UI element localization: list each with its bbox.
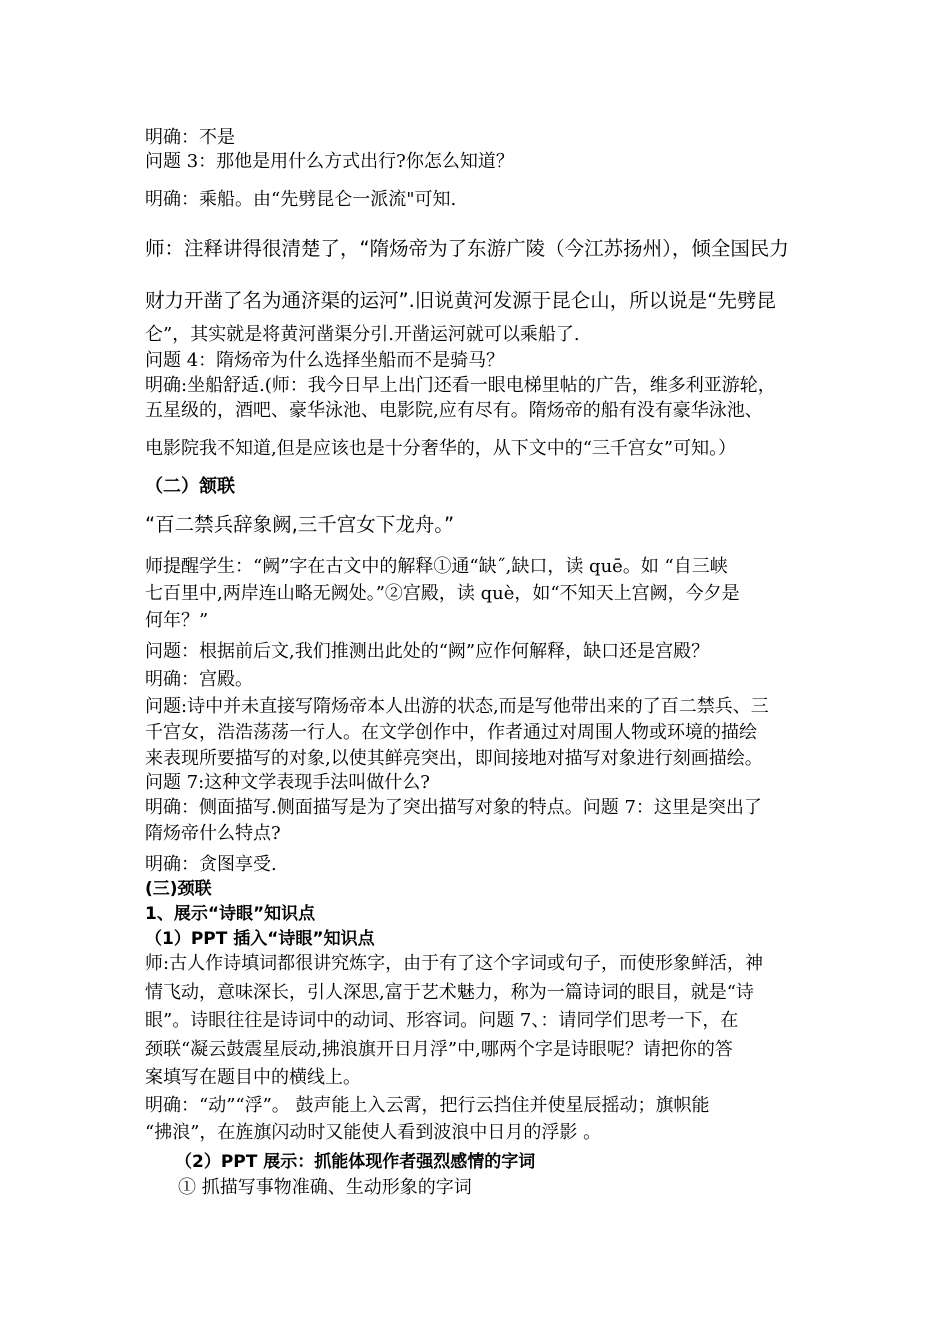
text-line: 来表现所要描写的对象,以使其鲜亮突出，即间接地对描写对象进行刻画描绘。 (145, 748, 763, 769)
text-line: 千宫女，浩浩荡荡一行人。在文学创作中，作者通过对周围人物或环境的描绘 (145, 722, 757, 743)
poem-couplet: “百二禁兵辞象阙,三千宫女下龙舟。” (145, 513, 455, 536)
text-line: 案填写在题目中的横线上。 (145, 1067, 361, 1088)
text-line: 财力开凿了名为通济渠的运河”.旧说黄河发源于昆仑山，所以说是“先劈昆 (145, 289, 776, 312)
text-line: 明确：乘船。由“先劈昆仑一派流"可知. (145, 189, 457, 210)
text-line: 明确：贪图享受. (145, 854, 277, 875)
text-line: 问题：根据前后文,我们推测出此处的“阙”应作何解释，缺口还是宫殿？ (145, 641, 710, 662)
text-line: 问题:诗中并未直接写隋炀帝本人出游的状态,而是写他带出来的了百二禁兵、三 (145, 696, 769, 717)
section-heading: (三)颈联 (145, 879, 212, 899)
list-item: ① 抓描写事物准确、生动形象的字词 (178, 1177, 472, 1198)
text-line: 电影院我不知道,但是应该也是十分奢华的，从下文中的“三千宫女”可知。） (145, 438, 737, 459)
section-heading: （二）颔联 (145, 476, 235, 497)
text-line: 隋炀帝什么特点? (145, 823, 281, 844)
text-line: 何年？” (145, 610, 209, 631)
text-line: 明确：不是 (145, 127, 235, 148)
subsection-heading: （2）PPT 展示：抓能体现作者强烈感情的字词 (175, 1152, 536, 1172)
text-line: 师:古人作诗填词都很讲究炼字，由于有了这个字词或句子，而使形象鲜活，神 (145, 953, 764, 974)
text-line: 明确：宫殿。 (145, 669, 253, 690)
text-line: 七百里中,两岸连山略无阙处。”②宫殿，读 què，如“不知天上宫阙，今夕是 (145, 583, 740, 604)
text-line: 颈联“凝云鼓震星辰动,拂浪旗开日月浮”中,哪两个字是诗眼呢？请把你的答 (145, 1039, 733, 1060)
text-line: 师：注释讲得很清楚了，“隋炀帝为了东游广陵（今江苏扬州），倾全国民力 (145, 237, 789, 260)
text-line: 问题 3：那他是用什么方式出行?你怎么知道？ (145, 151, 514, 172)
text-line: 情飞动，意味深长，引人深思,富于艺术魅力，称为一篇诗词的眼目，就是“诗 (145, 982, 754, 1003)
text-line: 五星级的，酒吧、豪华泳池、电影院,应有尽有。隋炀帝的船有没有豪华泳池、 (145, 400, 763, 421)
subsection-heading: （1）PPT 插入“诗眼”知识点 (145, 929, 375, 949)
text-line: 明确：侧面描写.侧面描写是为了突出描写对象的特点。问题 7：这里是突出了 (145, 797, 762, 818)
text-line: 问题 7:这种文学表现手法叫做什么? (145, 772, 430, 793)
text-line: 明确：“动”“浮”。 鼓声能上入云霄，把行云挡住并使星辰摇动；旗帜能 (145, 1095, 710, 1116)
subsection-heading: 1、展示“诗眼”知识点 (145, 904, 316, 924)
text-line: 明确:坐船舒适.(师：我今日早上出门还看一眼电梯里帖的广告，维多利亚游轮， (145, 375, 776, 396)
text-line: 问题 4：隋炀帝为什么选择坐船而不是骑马？ (145, 350, 505, 371)
text-line: 师提醒学生：“阙”字在古文中的解释①通“缺˝,缺口，读 quē。如 “自三峡 (145, 556, 728, 577)
text-line: “拂浪”，在旌旗闪动时又能使人看到波浪中日月的浮影 。 (145, 1122, 602, 1143)
text-line: 眼”。诗眼往往是诗词中的动词、形容词。问题 7、：请同学们思考一下，在 (145, 1010, 739, 1031)
text-line: 仑”，其实就是将黄河凿渠分引.开凿运河就可以乘船了. (145, 324, 580, 345)
